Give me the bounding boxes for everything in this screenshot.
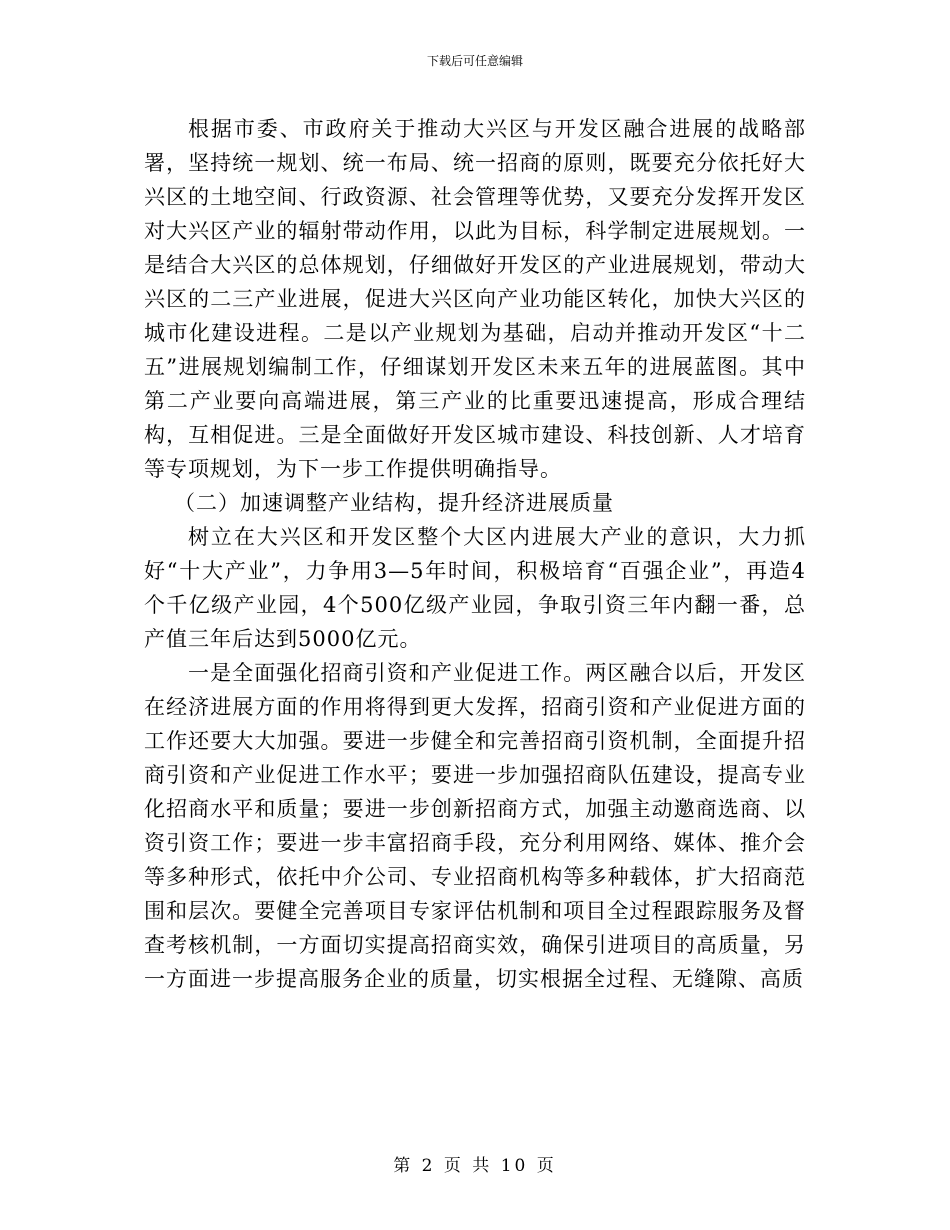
body-paragraph-planning: 根据市委、市政府关于推动大兴区与开发区融合进展的战略部署，坚持统一规划、统一布局、统一招商的原则，既要充分依托好大兴区的土地空间、行政资源、社会管理等优势，又要充分发挥开发区对大兴区产业的辐射带动作用，以此为目标，科学制定进展规划。一是结合大兴区的总体规划，仔细做好开发区的产业进展规划，带动大兴区的二三产业进展，促进大兴区向产业功能区转化，加快大兴区的城市化建设进程。二是以产业规划为基础，启动并推动开发区“十二五”进展规划编制工作，仔细谋划开发区未来五年的进展蓝图。其中第二产业要向高端进展，第三产业的比重要迅速提高，形成合理结构，互相促进。三是全面做好开发区城市建设、科技创新、人才培育等专项规划，为下一步工作提供明确指导。 — [144, 117, 806, 481]
section-heading: （二）加速调整产业结构，提升经济进展质量 — [174, 491, 614, 515]
page-header: 下载后可任意编辑 — [426, 54, 523, 68]
page-number-footer: 第 2 页 共 10 页 — [393, 1156, 557, 1176]
document-body — [144, 112, 806, 996]
body-paragraph-industry: 树立在大兴区和开发区整个大区内进展大产业的意识，大力抓好“十大产业”，力争用3—5年时间，积极培育“百强企业”，再造4个千亿级产业园，4个500亿级产业园，争取引资三年内翻一番，总产值三年后达到5000亿元。 — [144, 525, 806, 651]
body-paragraph-investment: 一是全面强化招商引资和产业促进工作。两区融合以后，开发区在经济进展方面的作用将得到更大发挥，招商引资和产业促进方面的工作还要大大加强。要进一步健全和完善招商引资机制，全面提升招商引资和产业促进工作水平；要进一步加强招商队伍建设，提高专业化招商水平和质量；要进一步创新招商方式，加强主动邀商选商、以资引资工作；要进一步丰富招商手段，充分利用网络、媒体、推介会等多种形式，依托中介公司、专业招商机构等多种载体，扩大招商范围和层次。要健全完善项目专家评估机制和项目全过程跟踪服务及督查考核机制，一方面切实提高招商实效，确保引进项目的高质量，另一方面进一步提高服务企业的质量，切实根据全过程、无缝隙、高质 — [144, 661, 806, 991]
